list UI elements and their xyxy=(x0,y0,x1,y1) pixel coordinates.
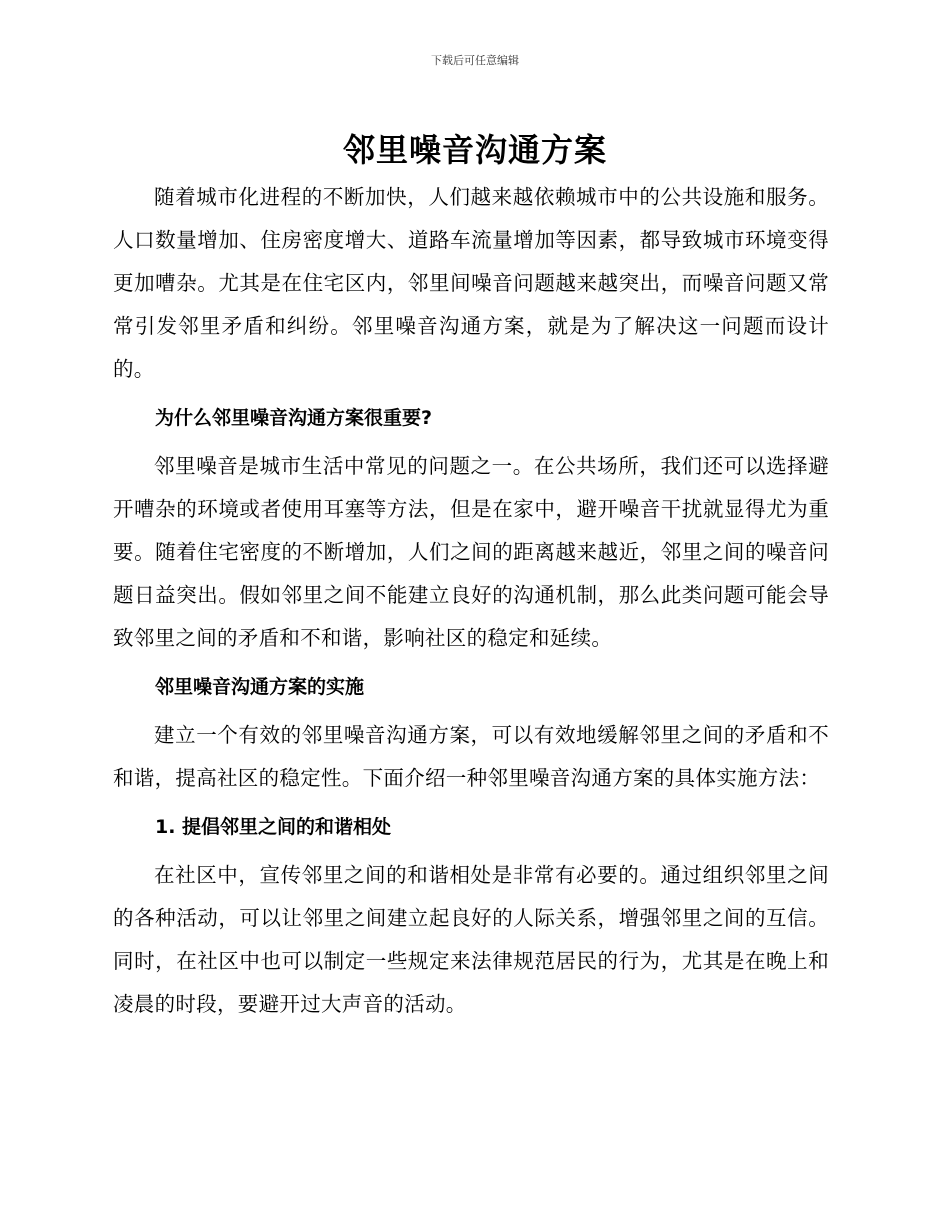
section-heading-harmony: 1. 提倡邻里之间的和谐相处 xyxy=(155,816,392,838)
section-heading-implementation: 邻里噪音沟通方案的实施 xyxy=(155,676,365,698)
section-paragraph-implementation: 建立一个有效的邻里噪音沟通方案，可以有效地缓解邻里之间的矛盾和不和谐，提高社区的稳定性。下面介绍一种邻里噪音沟通方案的具体实施方法： xyxy=(113,723,829,790)
document-body xyxy=(113,176,829,1026)
section-paragraph-importance: 邻里噪音是城市生活中常见的问题之一。在公共场所，我们还可以选择避开嘈杂的环境或者使用耳塞等方法，但是在家中，避开噪音干扰就显得尤为重要。随着住宅密度的不断增加，人们之间的距离越来越近，邻里之间的噪音问题日益突出。假如邻里之间不能建立良好的沟通机制，那么此类问题可能会导致邻里之间的矛盾和不和谐，影响社区的稳定和延续。 xyxy=(113,454,829,650)
intro-paragraph: 随着城市化进程的不断加快，人们越来越依赖城市中的公共设施和服务。人口数量增加、住房密度增大、道路车流量增加等因素，都导致城市环境变得更加嘈杂。尤其是在住宅区内，邻里间噪音问题越来越突出，而噪音问题又常常引发邻里矛盾和纠纷。邻里噪音沟通方案，就是为了解决这一问题而设计的。 xyxy=(113,185,829,381)
section-heading-importance: 为什么邻里噪音沟通方案很重要? xyxy=(155,407,433,429)
document-title: 邻里噪音沟通方案 xyxy=(342,131,607,169)
section-paragraph-harmony: 在社区中，宣传邻里之间的和谐相处是非常有必要的。通过组织邻里之间的各种活动，可以让邻里之间建立起良好的人际关系，增强邻里之间的互信。同时，在社区中也可以制定一些规定来法律规范居民的行为，尤其是在晚上和凌晨的时段，要避开过大声音的活动。 xyxy=(113,863,829,1016)
header-note: 下载后可任意编辑 xyxy=(431,54,519,67)
